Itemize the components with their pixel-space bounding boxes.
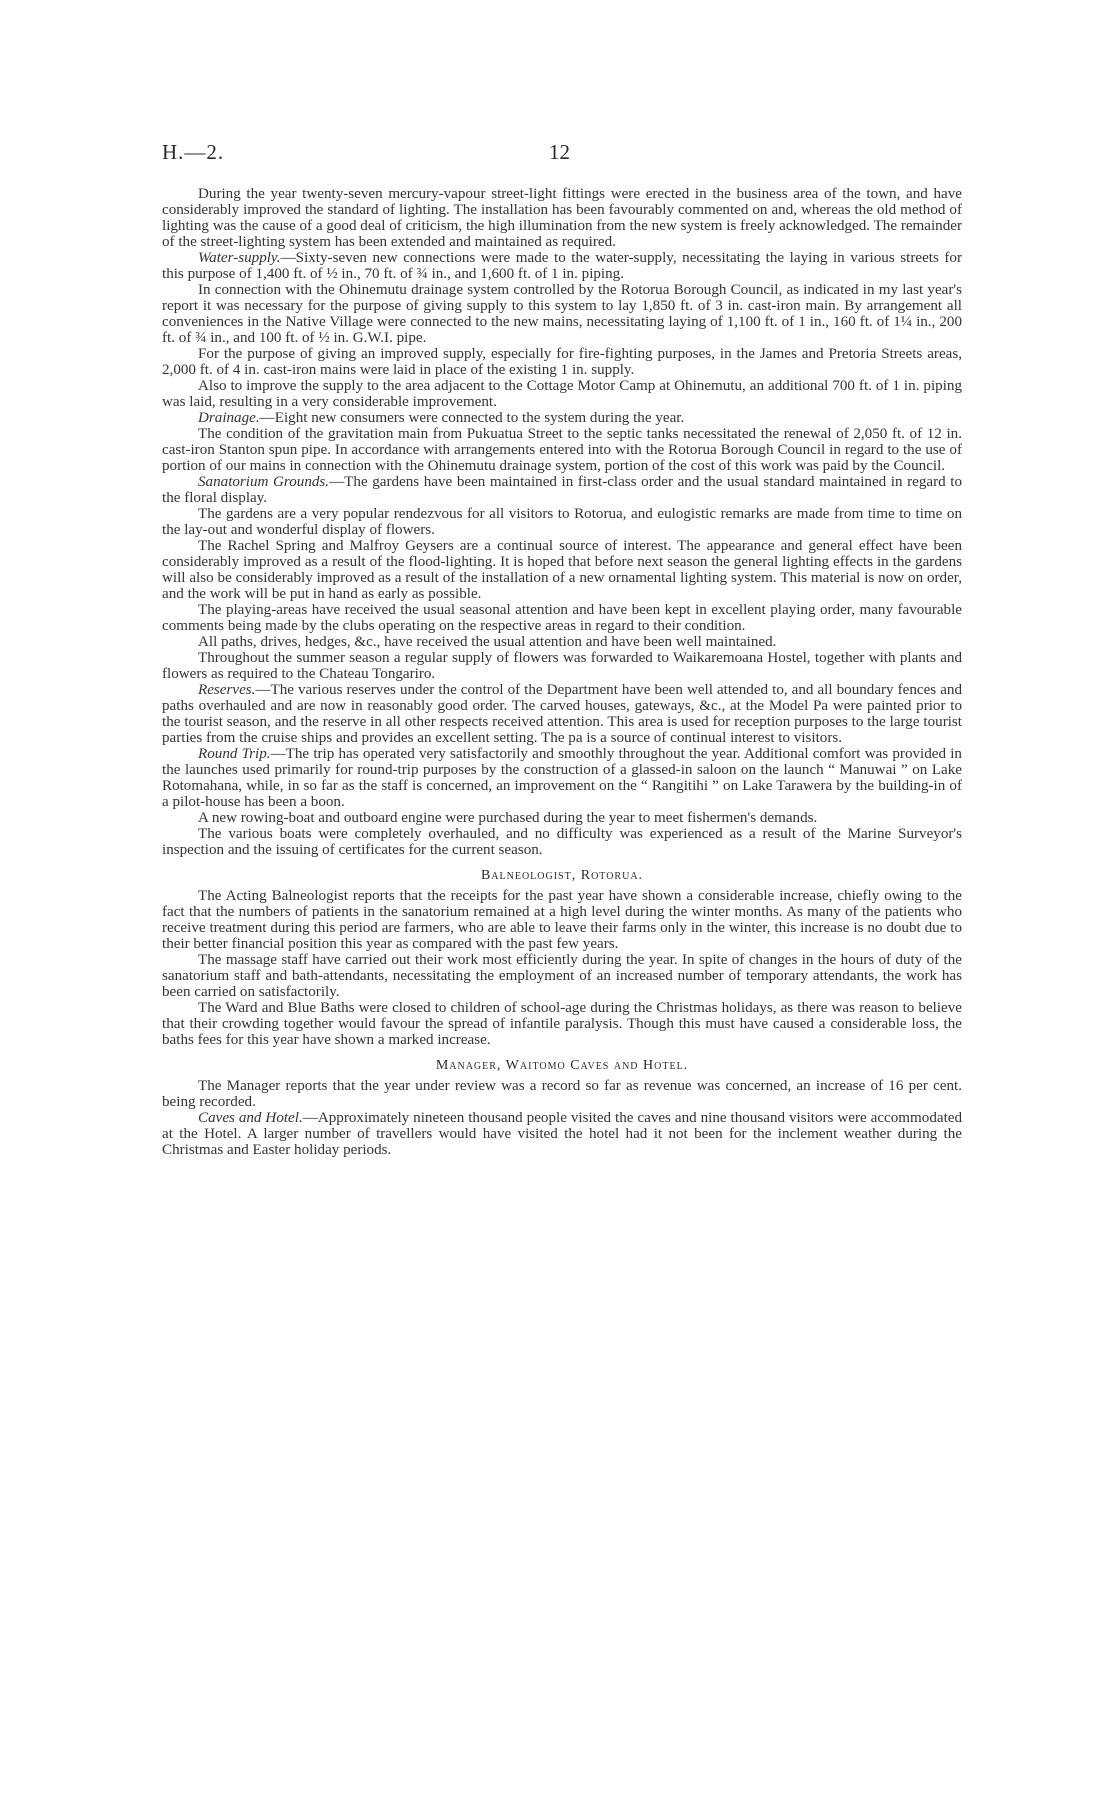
paragraph-text: The Ward and Blue Baths were closed to children of school-age during the Christmas holidays, as there was reason to believe that their crowding together would favour the spread of infantile paralysis. Though this must have caused a considerable loss, the baths fees for this year have shown a marked increase. (162, 1000, 962, 1048)
paragraph (162, 282, 962, 346)
paragraph-text: Throughout the summer season a regular supply of flowers was forwarded to Waikaremoana Hostel, together with plants and flowers as required to the Chateau Tongariro. (162, 650, 962, 682)
paragraph-text: The various boats were completely overhauled, and no difficulty was experienced as a result of the Marine Surveyor's inspection and the issuing of certificates for the current season. (162, 826, 962, 858)
paragraph (162, 746, 962, 810)
paragraph (162, 506, 962, 538)
paragraph (162, 1110, 962, 1158)
paragraph (162, 888, 962, 952)
paragraph-text: During the year twenty-seven mercury-vapour street-light fittings were erected in the business area of the town, and have considerably improved the standard of lighting. The installation has been favourably commented on and, whereas the old method of lighting was the cause of a good deal of criticism, the high illumination from the new system is freely acknowledged. The remainder of the street-lighting system has been extended and maintained as required. (162, 186, 962, 250)
paragraph-text: In connection with the Ohinemutu drainage system controlled by the Rotorua Borough Council, as indicated in my last year's report it was necessary for the purpose of giving supply to this system to lay 1,850 ft. of 3 in. cast-iron main. By arrangement all conveniences in the Native Village were connected to the new mains, necessitating laying of 1,100 ft. of 1 in., 160 ft. of 1¼ in., 200 ft. of ¾ in., and 100 ft. of ½ in. G.W.I. pipe. (162, 282, 962, 346)
section-heading-waitomo: Manager, Waitomo Caves and Hotel. (435, 1058, 689, 1073)
paragraph-text: The gardens are a very popular rendezvous for all visitors to Rotorua, and eulogistic remarks are made from time to time on the lay-out and wonderful display of flowers. (162, 506, 962, 538)
paragraph-text: —Approximately nineteen thousand people visited the caves and nine thousand visitors were accommodated at the Hotel. A larger number of travellers would have visited the hotel had it not been for the inclement weather during the Christmas and Easter holiday periods. (162, 1110, 963, 1158)
section-waitomo (162, 1078, 962, 1158)
document-reference: H.—2. (162, 140, 225, 164)
paragraph (162, 186, 962, 250)
paragraph-lead: Reserves. (198, 682, 256, 698)
section-works (162, 186, 962, 858)
paragraph (162, 826, 962, 858)
paragraph (162, 426, 962, 474)
paragraph-text: —The trip has operated very satisfactorily and smoothly throughout the year. Additional comfort was provided in the launches used primarily for round-trip purposes by the construction of a glassed-in saloon on the launch “ Manuwai ” on Lake Rotomahana, while, in so far as the staff is concerned, an improvement on the “ Rangitihi ” on Lake Tarawera by the building-in of a pilot-house has been a boon. (162, 746, 962, 810)
paragraph-text: All paths, drives, hedges, &c., have received the usual attention and have been well maintained. (198, 634, 777, 650)
paragraph (162, 682, 962, 746)
paragraph-text: The playing-areas have received the usual seasonal attention and have been kept in excellent playing order, many favourable comments being made by the clubs operating on the respective areas in regard to their condition. (162, 602, 962, 634)
paragraph-text: The Rachel Spring and Malfroy Geysers are a continual source of interest. The appearance and general effect have been considerably improved as a result of the flood-lighting. It is hoped that before next season the general lighting effects in the gardens will also be considerably improved as a result of the installation of a new ornamental lighting system. This material is now on order, and the work will be put in hand as early as possible. (162, 538, 962, 602)
paragraph (162, 650, 962, 682)
paragraph-text: —Sixty-seven new connections were made to the water-supply, necessitating the laying in various streets for this purpose of 1,400 ft. of ½ in., 70 ft. of ¾ in., and 1,600 ft. of 1 in. piping. (162, 250, 962, 282)
paragraph-text: The Acting Balneologist reports that the receipts for the past year have shown a considerable increase, chiefly owing to the fact that the numbers of patients in the sanatorium remained at a high level during the winter months. As many of the patients who receive treatment during this period are farmers, who are able to leave their farms only in the winter, this increase is no doubt due to their better financial position this year as compared with the past few years. (162, 888, 962, 952)
paragraph-lead: Round Trip. (198, 746, 271, 762)
page-number: 12 (549, 140, 570, 164)
paragraph (162, 410, 962, 426)
page-header (162, 140, 962, 174)
paragraph-text: Also to improve the supply to the area adjacent to the Cottage Motor Camp at Ohinemutu, an additional 700 ft. of 1 in. piping was laid, resulting in a very considerable improvement. (162, 378, 962, 410)
paragraph-text: For the purpose of giving an improved supply, especially for fire-fighting purposes, in the James and Pretoria Streets areas, 2,000 ft. of 4 in. cast-iron mains were laid in place of the existing 1 in. supply. (162, 346, 962, 378)
paragraph (162, 952, 962, 1000)
paragraph (162, 1078, 962, 1110)
paragraph-text: —The various reserves under the control of the Department have been well attended to, and all boundary fences and paths overhauled and are now in reasonably good order. The carved houses, gateways, &c., at the Model Pa were painted prior to the tourist season, and the reserve in all other respects received attention. This area is used for reception purposes to the large tourist parties from the cruise ships and provides an excellent setting. The pa is a source of continual interest to visitors. (162, 682, 962, 746)
paragraph (162, 250, 962, 282)
paragraph (162, 378, 962, 410)
paragraph (162, 346, 962, 378)
paragraph-text: The Manager reports that the year under review was a record so far as revenue was concerned, an increase of 16 per cent. being recorded. (162, 1078, 962, 1110)
paragraph-lead: Drainage. (198, 410, 260, 426)
paragraph-lead: Sanatorium Grounds. (198, 474, 330, 490)
paragraph (162, 538, 962, 602)
paragraph-text: —The gardens have been maintained in first-class order and the usual standard maintained in regard to the floral display. (162, 474, 962, 506)
paragraph (162, 634, 962, 650)
paragraph-text: The condition of the gravitation main from Pukuatua Street to the septic tanks necessitated the renewal of 2,050 ft. of 12 in. cast-iron Stanton spun pipe. In accordance with arrangements entered into with the Rotorua Borough Council in regard to the use of portion of our mains in connection with the Ohinemutu drainage system, portion of the cost of this work was paid by the Council. (162, 426, 962, 474)
section-balneologist (162, 888, 962, 1048)
section-heading-balneologist: Balneologist, Rotorua. (480, 868, 644, 883)
document-body (162, 186, 962, 1158)
paragraph-text: A new rowing-boat and outboard engine were purchased during the year to meet fishermen's demands. (198, 810, 818, 826)
paragraph (162, 810, 962, 826)
paragraph-text: —Eight new consumers were connected to the system during the year. (259, 410, 685, 426)
paragraph-lead: Caves and Hotel. (198, 1110, 303, 1126)
paragraph (162, 474, 962, 506)
paragraph (162, 602, 962, 634)
paragraph (162, 1000, 962, 1048)
paragraph-lead: Water-supply. (198, 250, 281, 266)
paragraph-text: The massage staff have carried out their work most efficiently during the year. In spite of changes in the hours of duty of the sanatorium staff and bath-attendants, necessitating the employment of an increased number of temporary attendants, the work has been carried on satisfactorily. (162, 952, 962, 1000)
